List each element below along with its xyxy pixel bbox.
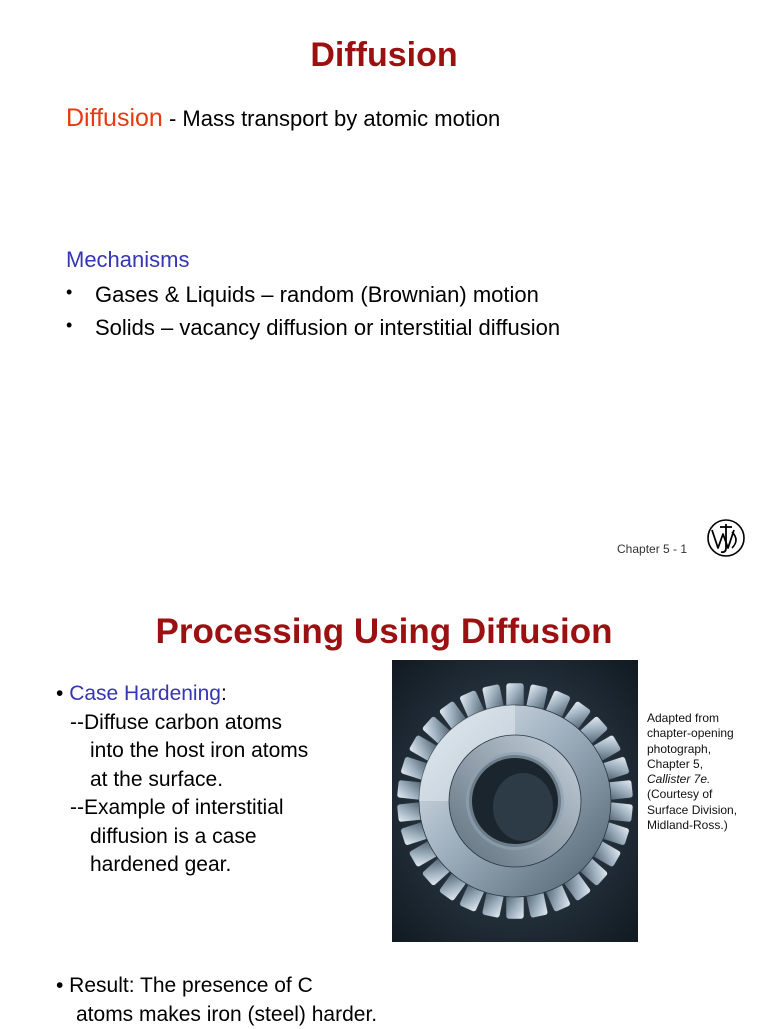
caption-line: chapter-opening bbox=[647, 726, 737, 741]
text-line: --Example of interstitial bbox=[56, 794, 308, 823]
list-item-text: Solids – vacancy diffusion or interstitial diffusion bbox=[95, 315, 560, 340]
bullet-dot: • bbox=[66, 282, 72, 303]
caption-line: Adapted from bbox=[647, 711, 737, 726]
case-hardening-label: Case Hardening bbox=[69, 682, 221, 705]
slide-footer: Chapter 5 - 1 bbox=[617, 542, 687, 556]
case-hardening-colon: : bbox=[221, 682, 227, 705]
result-block bbox=[56, 972, 377, 1029]
caption-line: Chapter 5, bbox=[647, 757, 737, 772]
text-line: diffusion is a case bbox=[56, 823, 308, 852]
list-item bbox=[66, 282, 560, 315]
list-item bbox=[66, 315, 560, 348]
gear-photo bbox=[392, 660, 638, 942]
caption-line: photograph, bbox=[647, 742, 737, 757]
caption-line: Midland-Ross.) bbox=[647, 818, 737, 833]
bullet-dot: • bbox=[56, 682, 69, 705]
result-line: • Result: The presence of C bbox=[56, 972, 377, 1001]
mechanisms-heading: Mechanisms bbox=[66, 247, 189, 273]
definition-text: Mass transport by atomic motion bbox=[182, 106, 500, 131]
slide-title: Diffusion bbox=[0, 36, 768, 75]
case-hardening-heading bbox=[56, 680, 308, 709]
text-line: --Diffuse carbon atoms bbox=[56, 709, 308, 738]
result-line: atoms makes iron (steel) harder. bbox=[56, 1001, 377, 1029]
publisher-logo-icon bbox=[706, 518, 746, 558]
photo-caption bbox=[647, 711, 737, 833]
text-line: at the surface. bbox=[56, 766, 308, 795]
case-hardening-block bbox=[56, 680, 308, 880]
definition-separator: - bbox=[163, 106, 183, 131]
definition-term: Diffusion bbox=[66, 104, 163, 132]
definition bbox=[66, 104, 500, 133]
list-item-text: Gases & Liquids – random (Brownian) motion bbox=[95, 282, 539, 307]
bullet-dot: • bbox=[66, 315, 72, 336]
slide-processing bbox=[0, 580, 768, 1024]
caption-line-italic: Callister 7e. bbox=[647, 772, 737, 787]
caption-line: (Courtesy of bbox=[647, 787, 737, 802]
mechanisms-list bbox=[66, 282, 560, 348]
caption-line: Surface Division, bbox=[647, 803, 737, 818]
text-line: into the host iron atoms bbox=[56, 737, 308, 766]
text-line: hardened gear. bbox=[56, 851, 308, 880]
slide-title: Processing Using Diffusion bbox=[0, 612, 768, 652]
